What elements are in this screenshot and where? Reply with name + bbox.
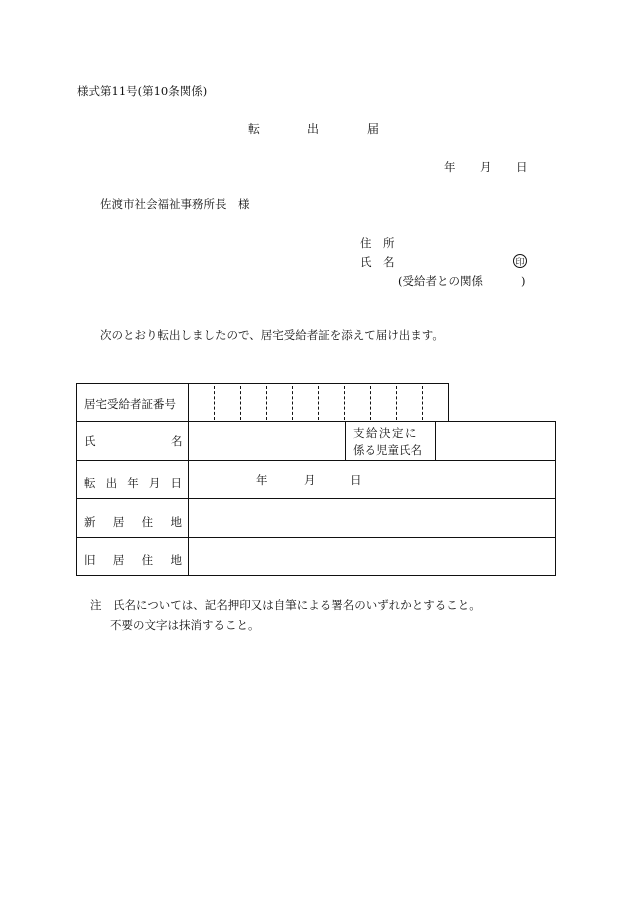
certificate-number-label: 居宅受給者証番号 [84,397,176,411]
relation-close: ) [521,274,526,288]
title-char-2: 出 [307,122,320,136]
move-date-year: 年 [256,473,268,487]
body-text: 次のとおり転出しましたので、居宅受給者証を添えて届け出ます。 [100,328,444,342]
move-date-month: 月 [304,473,316,487]
applicant-name-label: 氏 名 [360,255,395,269]
title-char-1: 転 [248,122,261,136]
date-day-label: 日 [516,160,528,174]
new-address-label: 新 居 住 地 [84,515,182,529]
child-name-label-line2: 係る児童氏名 [353,443,422,457]
form-number: 様式第11号(第10条関係) [77,84,208,98]
move-date-day: 日 [350,473,362,487]
note-line-2: 不要の文字は抹消すること。 [110,618,260,632]
note-line-1: 注 氏名については、記名押印又は自筆による署名のいずれかとすること。 [90,598,481,612]
seal-mark: 印 [513,254,527,268]
child-name-label-line1: 支給決定に [353,426,418,440]
name-label-left: 氏 [84,434,96,448]
date-month-label: 月 [480,160,492,174]
title-char-3: 届 [367,122,380,136]
name-label-right: 名 [171,434,183,448]
addressee: 佐渡市社会福祉事務所長 様 [100,197,250,211]
relation-label: (受給者との関係 [398,274,483,288]
move-date-label: 転 出 年 月 日 [84,476,182,490]
date-year-label: 年 [444,160,456,174]
applicant-address-label: 住 所 [360,236,395,250]
old-address-label: 旧 居 住 地 [84,553,182,567]
